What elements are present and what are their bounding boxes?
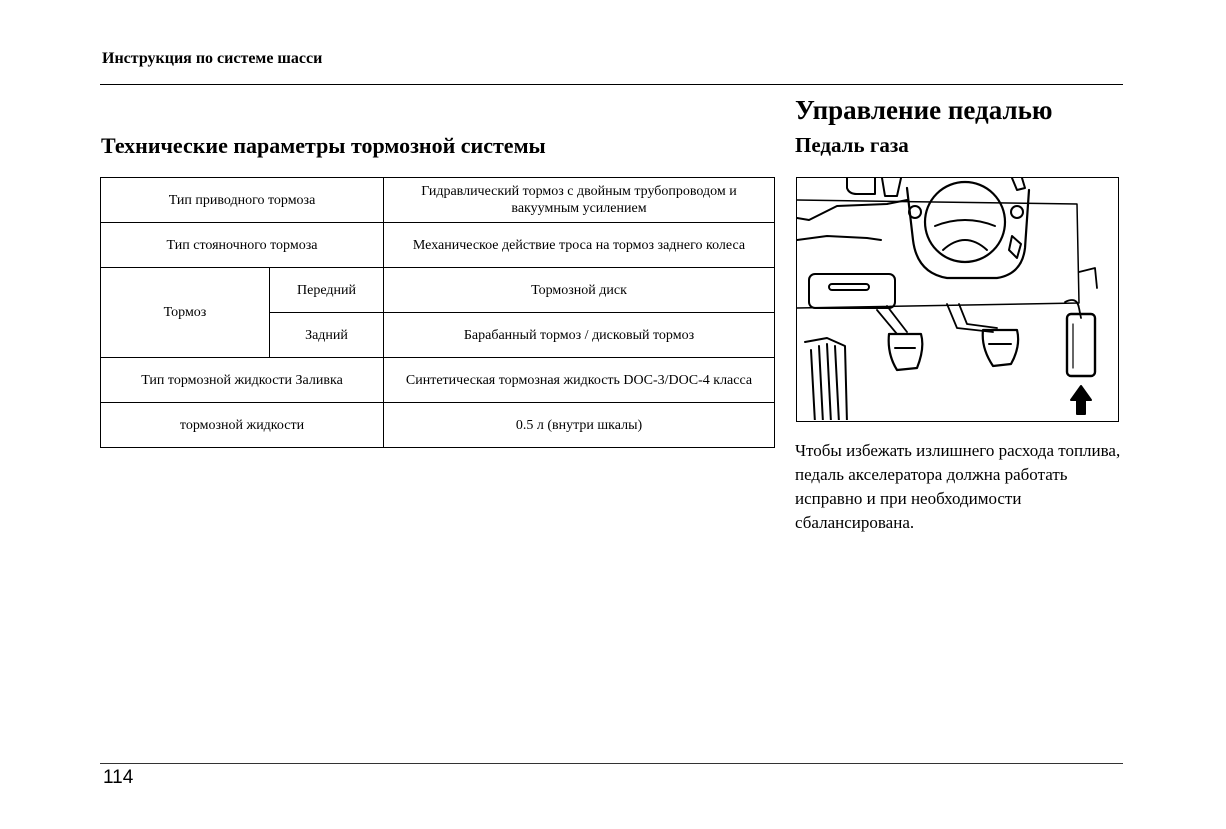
table-row [101, 223, 775, 268]
row-sublabel: Передний [270, 268, 384, 313]
row-value: Гидравлический тормоз с двойным трубопроводом и вакуумным усилением [384, 178, 775, 223]
row-sublabel: Задний [270, 313, 384, 358]
accelerator-description: Чтобы избежать излишнего расхода топлива, педаль акселератора должна работать исправно и при необходимости сбалансирована. [795, 441, 1121, 532]
page-number: 114 [103, 767, 134, 788]
row-label: Тип приводного тормоза [101, 178, 384, 223]
brake-spec-table [100, 177, 775, 448]
row-label: Тип стояночного тормоза [101, 223, 384, 268]
header-rule [100, 84, 1123, 85]
row-label: Тип тормозной жидкости Заливка [101, 358, 384, 403]
pedal-illustration [796, 177, 1119, 422]
table-row [101, 268, 775, 313]
table-row [101, 403, 775, 448]
row-value: Барабанный тормоз / дисковый тормоз [384, 313, 775, 358]
table-row [101, 358, 775, 403]
pedal-control-title: Управление педалью [795, 95, 1053, 125]
running-header: Инструкция по системе шасси [102, 50, 323, 67]
section-title: Технические параметры тормозной системы [101, 133, 546, 158]
footer-rule [100, 763, 1123, 764]
row-value: 0.5 л (внутри шкалы) [384, 403, 775, 448]
row-value: Синтетическая тормозная жидкость DOC-3/DOC-4 класса [384, 358, 775, 403]
row-value: Механическое действие троса на тормоз заднего колеса [384, 223, 775, 268]
row-label: тормозной жидкости [101, 403, 384, 448]
accelerator-pedal-subtitle: Педаль газа [795, 133, 909, 157]
table-row [101, 178, 775, 223]
row-value: Тормозной диск [384, 268, 775, 313]
row-label: Тормоз [101, 268, 270, 358]
